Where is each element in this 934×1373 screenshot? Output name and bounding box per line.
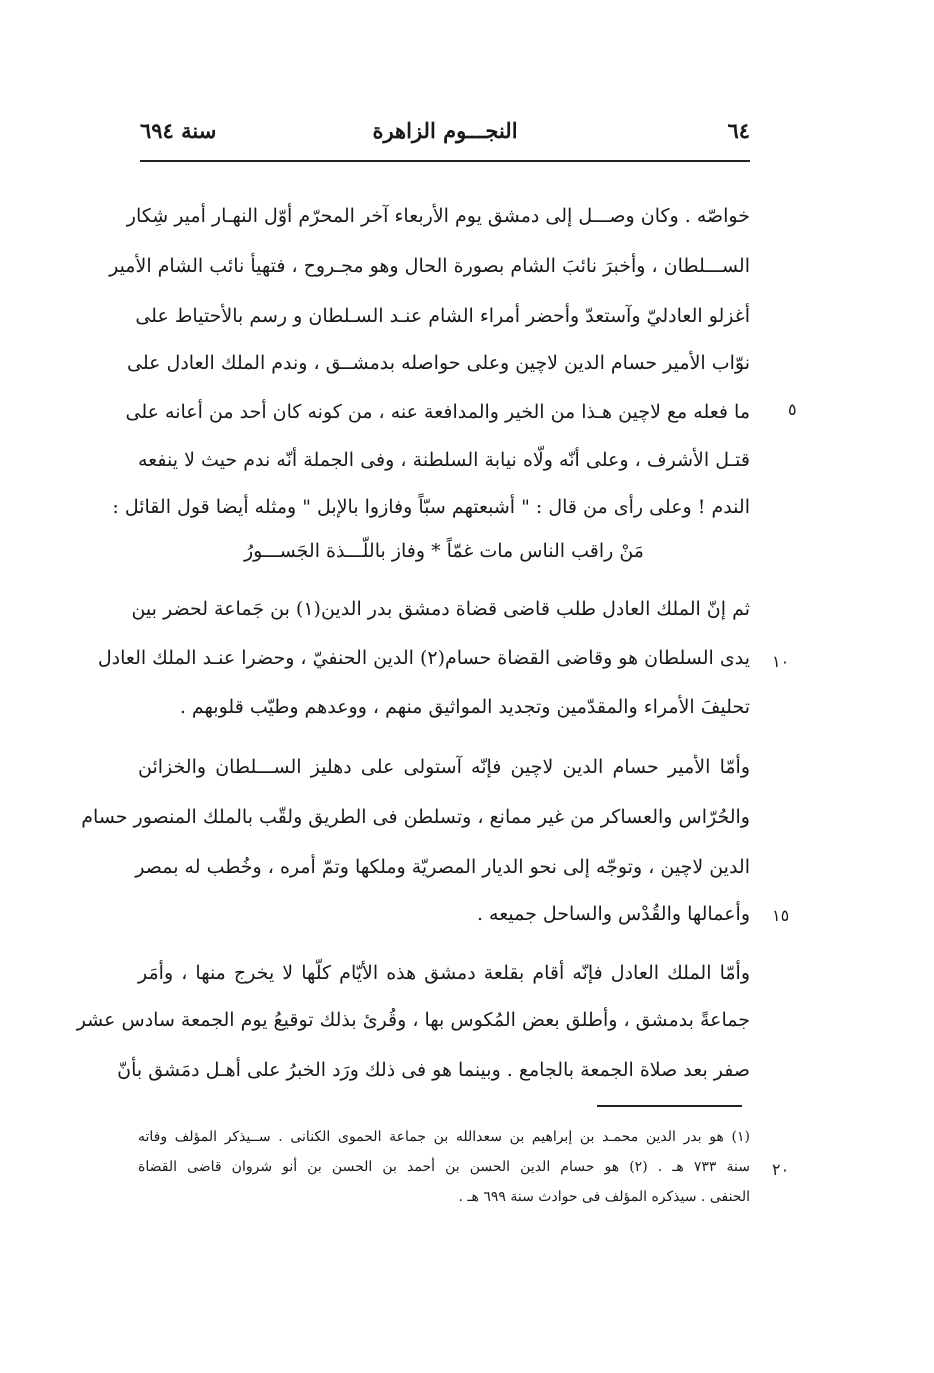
year-label: سنة ٦٩٤ bbox=[140, 118, 217, 143]
header-rule bbox=[140, 160, 750, 162]
footnote-rule bbox=[597, 1105, 742, 1107]
text-line: والحُرّاس والعساكر من غير ممانع ، وتسلطن فى الطريق ولقّب بالملك المنصور حسام bbox=[81, 806, 750, 828]
page-number: ٦٤ bbox=[727, 118, 750, 143]
footnote-line: (١) هو بدر الدين محمـد بن إبراهيم بن سعدالله بن جماعة الحموى الكنانى . ســيذكر المؤلف وفاته bbox=[138, 1129, 750, 1145]
running-header bbox=[140, 118, 750, 158]
text-line: وأعمالها والقُدْس والساحل جميعه . bbox=[476, 903, 750, 925]
text-line: نوّاب الأمير حسام الدين لاچين وعلى حواصله بدمشــق ، وندم الملك العادل على bbox=[127, 352, 750, 374]
text-line: ثم إنّ الملك العادل طلب قاضى قضاة دمشق بدر الدين(١) بن جَماعة لحضر بين bbox=[131, 598, 750, 620]
text-line: وأمّا الأمير حسام الدين لاچين فإنّه آستولى على دهليز الســـلطان والخزائن bbox=[138, 756, 750, 778]
text-line: ما فعله مع لاچين هـذا من الخير والمدافعة عنه ، من كونه كان أحد من أعانه على bbox=[125, 401, 750, 423]
text-line: الســـلطان ، وأخبرَ نائبَ الشام بصورة الحال وهو مجـروح ، فتهيأ نائب الشام الأمير bbox=[109, 255, 750, 277]
book-title: النجـــوم الزاهرة bbox=[372, 118, 518, 143]
text-line: يدى السلطان هو وقاضى القضاة حسام(٢) الدين الحنفيّ ، وحضرا عنـد الملك العادل bbox=[97, 647, 750, 669]
text-line: خواصّه . وكان وصـــل إلى دمشق يوم الأربعاء آخر المحرّم أوّل النهـار أمير شِكار bbox=[126, 205, 750, 227]
text-line: وأمّا الملك العادل فإنّه أقام بقلعة دمشق هذه الأيّام كلّها لا يخرج منها ، وأمَر bbox=[138, 962, 750, 984]
footnote-line: سنة ٧٣٣ هـ . (٢) هو حسام الدين الحسن بن أحمد بن الحسن بن أنو شروان قاضى القضاة bbox=[138, 1159, 750, 1175]
text-line: تحليفَ الأمراء والمقدّمين وتجديد المواثيق منهم ، ووعدهم وطيّب قلوبهم . bbox=[179, 696, 750, 718]
text-line: أغزلو العادليّ وآستعدّ وأحضر أمراء الشام عنـد السـلطان و رسم بالأحتياط على bbox=[135, 305, 750, 327]
text-line: الدين لاچين ، وتوجّه إلى نحو الديار المصريّة وملكها وتمّ أمره ، وخُطب له بمصر bbox=[135, 856, 750, 878]
line-number-5: ٥ bbox=[788, 400, 797, 419]
footnote-line: الحنفى . سيذكره المؤلف فى حوادث سنة ٦٩٩ هـ . bbox=[458, 1189, 750, 1205]
line-number-10: ١٠ bbox=[772, 652, 790, 671]
text-line: قتـل الأشرف ، وعلى أنّه ولّاه نيابة السلطنة ، وفى الجملة أنّه ندم حيث لا ينفعه bbox=[138, 449, 750, 471]
text-line: صفر بعد صلاة الجمعة بالجامع . وبينما هو فى ذلك ورَد الخبرُ على أهـل دمَشق بأنّ bbox=[117, 1059, 750, 1081]
line-number-20: ٢٠ bbox=[772, 1160, 790, 1179]
text-line: جماعةً بدمشق ، وأطلق بعض المُكوس بها ، وقُرئ بذلك توقيعُ يوم الجمعة سادس عشر bbox=[76, 1009, 750, 1031]
verse-line: مَنْ راقب الناس مات غمّاً * وفاز باللّـــذة الجَســـورُ bbox=[244, 540, 644, 562]
line-number-15: ١٥ bbox=[772, 906, 790, 925]
text-line: الندم ! وعلى رأى من قال : " أشبعتهم سبّاً وفازوا بالإبل " ومثله أيضا قول القائل : bbox=[112, 496, 750, 518]
